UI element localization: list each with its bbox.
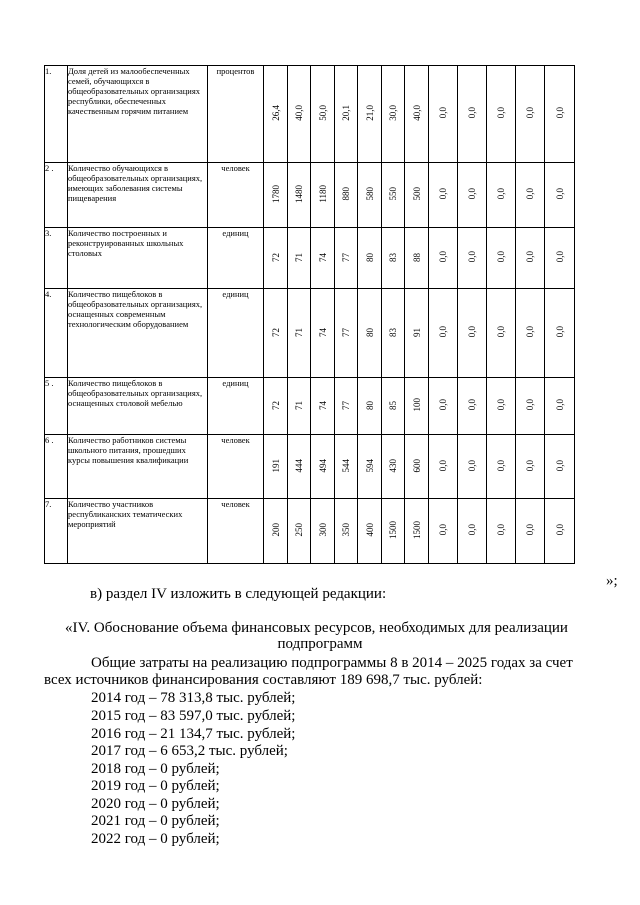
value-cell	[458, 499, 487, 564]
value-cell	[382, 163, 405, 228]
value-cell	[516, 289, 545, 378]
value-cell	[358, 499, 382, 564]
value-cell	[458, 163, 487, 228]
value-text: 0,0	[438, 107, 448, 119]
year-line-2018: 2018 год – 0 рублей;	[91, 761, 220, 777]
value-text: 0,0	[496, 251, 506, 263]
value-text: 0,0	[467, 107, 477, 119]
paragraph-line-1: Общие затраты на реализацию подпрограммы 8 в 2014 – 2025 годах за счет	[91, 655, 573, 671]
value-text: 83	[388, 252, 398, 262]
section-instruction: в) раздел IV изложить в следующей редакции:	[90, 586, 387, 602]
value-cell	[458, 378, 487, 435]
value-cell	[358, 66, 382, 163]
value-text: 200	[270, 523, 281, 537]
value-text: 1500	[411, 521, 422, 539]
row-number: 1.	[45, 66, 68, 163]
value-text: 300	[317, 523, 328, 537]
value-cell	[382, 435, 405, 499]
value-cell	[516, 499, 545, 564]
value-text: 71	[294, 400, 304, 410]
value-cell	[382, 228, 405, 289]
value-cell	[264, 66, 288, 163]
value-cell	[487, 435, 516, 499]
value-cell	[405, 378, 429, 435]
value-cell	[487, 66, 516, 163]
value-cell	[516, 228, 545, 289]
value-cell	[405, 228, 429, 289]
row-number: 6 .	[45, 435, 68, 499]
table-row	[45, 163, 575, 228]
unit-of-measure: человек	[208, 163, 264, 228]
unit-of-measure: единиц	[208, 378, 264, 435]
value-text: 40,0	[294, 105, 304, 121]
value-cell	[405, 163, 429, 228]
value-text: 0,0	[496, 107, 506, 119]
row-number: 7.	[45, 499, 68, 564]
value-cell	[358, 163, 382, 228]
value-cell	[429, 228, 458, 289]
indicator-name: Доля детей из малообеспеченных семей, обучающихся в общеобразовательных организациях республики, обеспеченных качественным горячим питанием	[68, 66, 208, 163]
value-cell	[335, 435, 358, 499]
value-text: 0,0	[438, 524, 448, 536]
value-cell	[487, 289, 516, 378]
value-cell	[458, 228, 487, 289]
value-text: 0,0	[554, 524, 565, 536]
value-text: 0,0	[525, 107, 535, 119]
value-text: 0,0	[467, 399, 477, 411]
value-text: 74	[317, 327, 328, 337]
value-text: 1480	[294, 185, 304, 203]
value-text: 0,0	[525, 524, 535, 536]
value-text: 0,0	[554, 251, 565, 263]
value-text: 594	[364, 458, 375, 473]
value-text: 40,0	[411, 105, 422, 121]
value-cell	[335, 66, 358, 163]
value-cell	[288, 499, 311, 564]
value-cell	[358, 289, 382, 378]
value-text: 494	[317, 458, 328, 473]
value-text: 71	[294, 327, 304, 337]
value-text: 0,0	[467, 251, 477, 263]
value-cell	[288, 378, 311, 435]
value-cell	[458, 66, 487, 163]
value-cell	[311, 435, 335, 499]
value-cell	[288, 435, 311, 499]
value-cell	[288, 163, 311, 228]
value-text: 30,0	[388, 105, 398, 121]
value-cell	[429, 435, 458, 499]
value-text: 0,0	[496, 326, 506, 338]
value-text: 0,0	[496, 399, 506, 411]
value-cell	[545, 228, 575, 289]
table-row	[45, 378, 575, 435]
value-text: 20,1	[341, 105, 351, 121]
value-cell	[516, 163, 545, 228]
section-heading-cont: подпрограмм	[277, 636, 363, 652]
value-text: 0,0	[496, 524, 506, 536]
value-cell	[487, 228, 516, 289]
indicator-name: Количество обучающихся в общеобразовательных организациях, имеющих заболевания системы пищеварения	[68, 163, 208, 228]
value-text: 74	[317, 400, 328, 410]
value-text: 0,0	[467, 524, 477, 536]
value-text: 1180	[317, 185, 328, 203]
value-cell	[288, 66, 311, 163]
row-number: 3.	[45, 228, 68, 289]
value-cell	[311, 228, 335, 289]
table-row	[45, 66, 575, 163]
value-cell	[516, 66, 545, 163]
value-cell	[545, 435, 575, 499]
value-cell	[429, 289, 458, 378]
year-line-2016: 2016 год – 21 134,7 тыс. рублей;	[91, 726, 296, 742]
value-text: 72	[270, 400, 281, 410]
indicator-name: Количество участников республиканских тематических мероприятий	[68, 499, 208, 564]
value-text: 430	[388, 458, 398, 473]
value-text: 80	[364, 327, 375, 337]
closing-quote: »;	[606, 573, 618, 589]
indicator-name: Количество построенных и реконструированных школьных столовых	[68, 228, 208, 289]
value-text: 0,0	[554, 107, 565, 119]
value-text: 0,0	[438, 459, 448, 472]
value-cell	[545, 289, 575, 378]
value-text: 0,0	[525, 459, 535, 472]
unit-of-measure: человек	[208, 435, 264, 499]
value-text: 80	[364, 400, 375, 410]
value-cell	[429, 378, 458, 435]
value-cell	[358, 378, 382, 435]
table-row	[45, 499, 575, 564]
value-cell	[358, 228, 382, 289]
value-text: 1500	[388, 521, 398, 539]
value-cell	[405, 66, 429, 163]
year-line-2014: 2014 год – 78 313,8 тыс. рублей;	[91, 690, 296, 706]
table-row	[45, 228, 575, 289]
value-cell	[458, 289, 487, 378]
indicators-table	[44, 65, 575, 564]
value-text: 0,0	[438, 399, 448, 411]
year-line-2020: 2020 год – 0 рублей;	[91, 796, 220, 812]
value-cell	[458, 435, 487, 499]
value-cell	[288, 228, 311, 289]
value-text: 0,0	[467, 188, 477, 200]
year-line-2021: 2021 год – 0 рублей;	[91, 813, 220, 829]
value-cell	[335, 163, 358, 228]
value-text: 0,0	[554, 188, 565, 200]
value-cell	[335, 289, 358, 378]
row-number: 5 .	[45, 378, 68, 435]
year-line-2019: 2019 год – 0 рублей;	[91, 778, 220, 794]
value-cell	[516, 378, 545, 435]
value-text: 0,0	[496, 188, 506, 200]
value-cell	[264, 163, 288, 228]
row-number: 2 .	[45, 163, 68, 228]
value-text: 0,0	[525, 188, 535, 200]
value-text: 77	[341, 400, 351, 410]
value-cell	[487, 378, 516, 435]
value-text: 50,0	[317, 105, 328, 121]
value-text: 250	[294, 523, 304, 537]
value-text: 0,0	[525, 399, 535, 411]
value-cell	[335, 499, 358, 564]
value-cell	[335, 378, 358, 435]
value-text: 0,0	[438, 326, 448, 338]
value-text: 77	[341, 327, 351, 337]
value-cell	[382, 499, 405, 564]
value-text: 191	[270, 458, 281, 473]
value-text: 500	[411, 187, 422, 201]
indicator-name: Количество работников системы школьного питания, прошедших курсы повышения квалификации	[68, 435, 208, 499]
value-cell	[382, 289, 405, 378]
value-cell	[311, 499, 335, 564]
value-cell	[429, 163, 458, 228]
value-cell	[335, 228, 358, 289]
value-text: 100	[411, 398, 422, 412]
value-cell	[516, 435, 545, 499]
value-cell	[405, 435, 429, 499]
value-cell	[311, 289, 335, 378]
value-text: 0,0	[525, 326, 535, 338]
value-cell	[311, 163, 335, 228]
value-text: 72	[270, 327, 281, 337]
value-cell	[429, 499, 458, 564]
value-cell	[487, 163, 516, 228]
value-text: 880	[341, 187, 351, 201]
value-text: 85	[388, 400, 398, 410]
value-cell	[358, 435, 382, 499]
table-row	[45, 289, 575, 378]
value-text: 400	[364, 523, 375, 537]
value-text: 444	[294, 458, 304, 473]
value-cell	[311, 378, 335, 435]
value-text: 21,0	[364, 105, 375, 121]
value-cell	[264, 378, 288, 435]
value-text: 0,0	[467, 459, 477, 472]
indicator-name: Количество пищеблоков в общеобразовательных организациях, оснащенных современным технологическим оборудованием	[68, 289, 208, 378]
value-text: 71	[294, 252, 304, 262]
table-row	[45, 435, 575, 499]
value-cell	[545, 66, 575, 163]
value-text: 0,0	[496, 459, 506, 472]
value-cell	[264, 499, 288, 564]
value-text: 550	[388, 187, 398, 201]
value-cell	[311, 66, 335, 163]
value-cell	[382, 378, 405, 435]
unit-of-measure: процентов	[208, 66, 264, 163]
value-text: 0,0	[467, 326, 477, 338]
value-cell	[405, 499, 429, 564]
value-text: 26,4	[270, 105, 281, 121]
value-cell	[264, 289, 288, 378]
value-text: 77	[341, 252, 351, 262]
year-line-2015: 2015 год – 83 597,0 тыс. рублей;	[91, 708, 296, 724]
value-cell	[264, 228, 288, 289]
section-heading: «IV. Обоснование объема финансовых ресурсов, необходимых для реализации	[65, 620, 568, 636]
value-text: 0,0	[438, 251, 448, 263]
row-number: 4.	[45, 289, 68, 378]
value-text: 580	[364, 187, 375, 201]
value-text: 88	[411, 252, 422, 262]
value-text: 0,0	[554, 399, 565, 411]
year-line-2017: 2017 год – 6 653,2 тыс. рублей;	[91, 743, 288, 759]
paragraph-line-2: всех источников финансирования составляют 189 698,7 тыс. рублей:	[44, 672, 483, 688]
value-text: 544	[341, 458, 351, 473]
value-cell	[405, 289, 429, 378]
value-cell	[288, 289, 311, 378]
year-line-2022: 2022 год – 0 рублей;	[91, 831, 220, 847]
value-cell	[545, 163, 575, 228]
value-text: 83	[388, 327, 398, 337]
value-cell	[545, 378, 575, 435]
value-text: 350	[341, 523, 351, 537]
value-cell	[264, 435, 288, 499]
value-text: 0,0	[525, 251, 535, 263]
unit-of-measure: единиц	[208, 228, 264, 289]
value-cell	[382, 66, 405, 163]
value-text: 600	[411, 458, 422, 473]
value-text: 0,0	[554, 326, 565, 338]
unit-of-measure: человек	[208, 499, 264, 564]
value-cell	[429, 66, 458, 163]
value-text: 0,0	[438, 188, 448, 200]
value-cell	[545, 499, 575, 564]
value-text: 1780	[270, 185, 281, 203]
value-text: 80	[364, 252, 375, 262]
value-text: 74	[317, 252, 328, 262]
indicator-name: Количество пищеблоков в общеобразовательных организациях, оснащенных столовой мебелью	[68, 378, 208, 435]
value-text: 91	[411, 327, 422, 337]
unit-of-measure: единиц	[208, 289, 264, 378]
value-text: 0,0	[554, 459, 565, 472]
value-text: 72	[270, 252, 281, 262]
value-cell	[487, 499, 516, 564]
